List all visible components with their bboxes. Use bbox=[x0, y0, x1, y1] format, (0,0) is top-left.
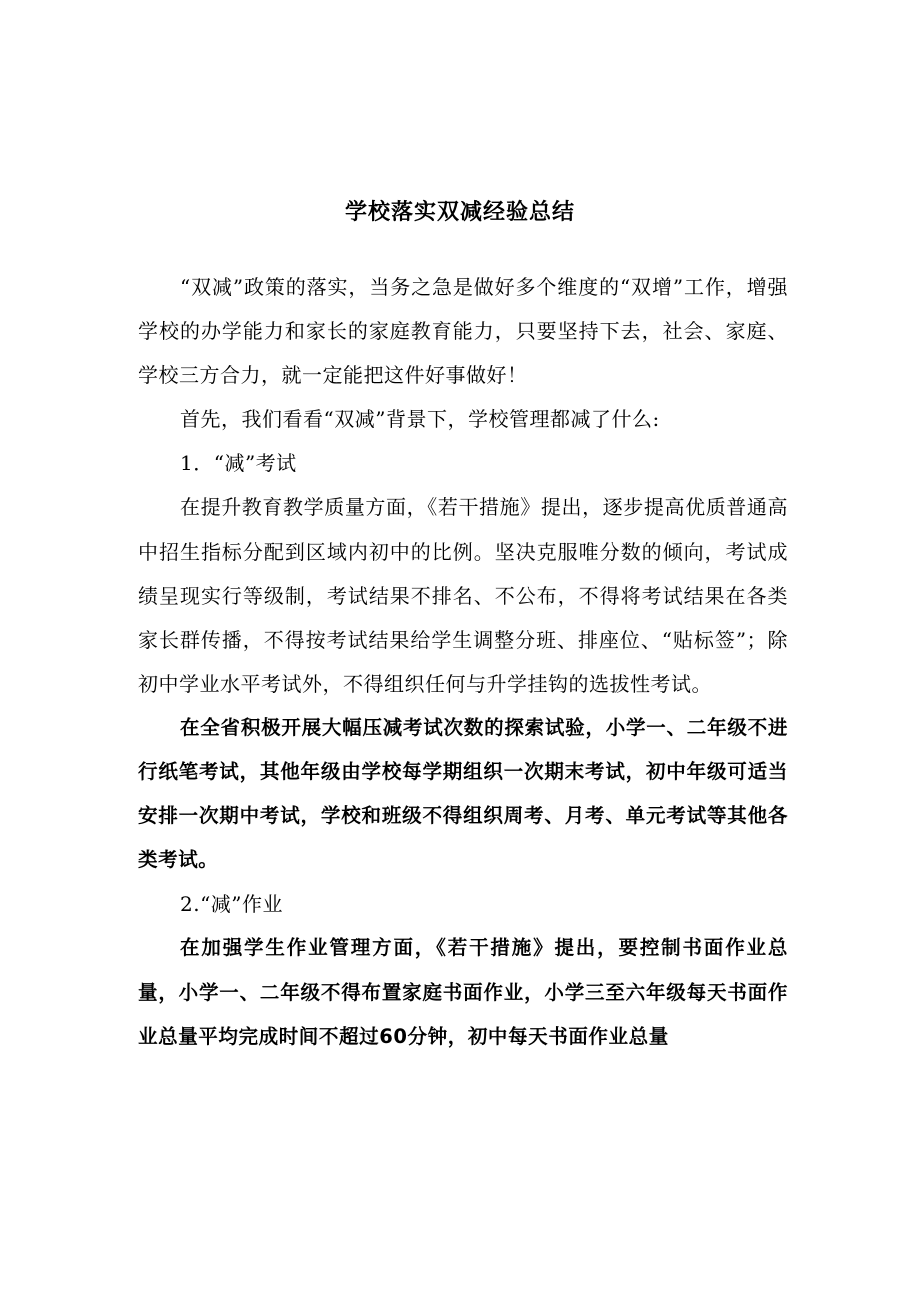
section-heading-exams: 1．“减”考试 bbox=[180, 451, 297, 476]
paragraph-question: 首先，我们看看“双减”背景下，学校管理都减了什么: bbox=[180, 407, 660, 432]
section-heading-homework: 2.“减”作业 bbox=[180, 892, 284, 917]
paragraph-homework-bold: 在加强学生作业管理方面，《若干措施》提出，要控制书面作业总量，小学一、二年级不得布置家庭书面作业，小学三至六年级每天书面作业总量平均完成时间不超过60分钟，初中每天书面作业总量 bbox=[138, 936, 788, 1048]
document-body bbox=[138, 265, 788, 1059]
paragraph-intro: “双减”政策的落实，当务之急是做好多个维度的“双增”工作，增强学校的办学能力和家长的家庭教育能力，只要坚持下去，社会、家庭、学校三方合力，就一定能把这件好事做好！ bbox=[138, 275, 788, 388]
paragraph-exams-policy: 在提升教育教学质量方面，《若干措施》提出，逐步提高优质普通高中招生指标分配到区域内初中的比例。坚决克服唯分数的倾向，考试成绩呈现实行等级制，考试结果不排名、不公布，不得将考试结果在各类家长群传播，不得按考试结果给学生调整分班、排座位、“贴标签”；除初中学业水平考试外，不得组织任何与升学挂钩的选拔性考试。 bbox=[138, 495, 788, 696]
paragraph-exams-bold: 在全省积极开展大幅压减考试次数的探索试验，小学一、二年级不进行纸笔考试，其他年级由学校每学期组织一次期末考试，初中年级可适当安排一次期中考试，学校和班级不得组织周考、月考、单元考试等其他各类考试。 bbox=[138, 715, 788, 872]
document-title: 学校落实双减经验总结 bbox=[344, 200, 575, 225]
